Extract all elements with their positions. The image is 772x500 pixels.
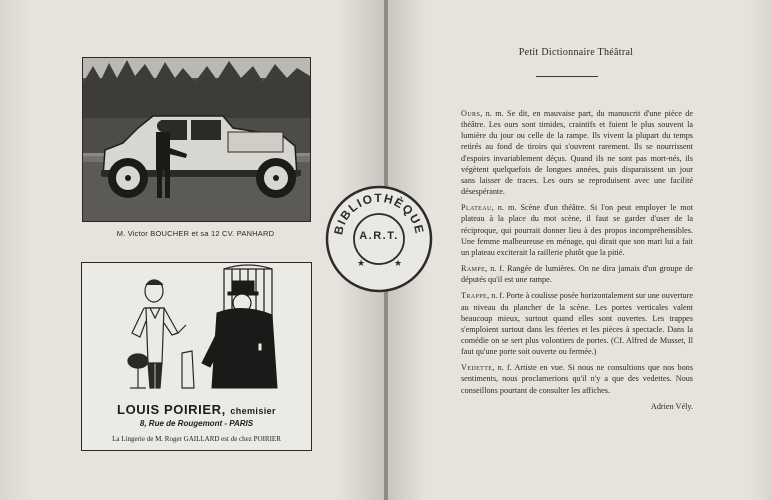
dictionary-entry-plateau bbox=[461, 202, 693, 258]
library-stamp bbox=[324, 184, 434, 294]
entry-term: Trappe bbox=[461, 291, 488, 301]
ad-brand bbox=[82, 401, 311, 419]
header-rule bbox=[536, 76, 598, 77]
entry-definition: , n. m. Se dit, en mauvaise part, du manuscrit d'une pièce de théâtre. Les ours sont timides, craintifs et fuient le plus souvent la lumière du jour ou celle de la rampe. Ils vivent la plupart du temps retirés au fond de tiroirs qui s'ouvrent rarement. Ils se nourrissent d'espoirs invariablement déçus. Quand ils ne sont pas mort-nés, ils végètent quelquefois de longues années, puis disparaissent un jour sans laisser de traces. Les ours se reproduisent avec une facilité désespérante. bbox=[461, 109, 693, 197]
car-photo bbox=[82, 57, 311, 222]
ad-tagline: La Lingerie de M. Roger GAILLARD est de chez POIRIER bbox=[112, 435, 281, 443]
stamp-star-right-icon: ★ bbox=[394, 259, 403, 269]
entry-term: Plateau bbox=[461, 203, 492, 213]
ad-brand-name: LOUIS POIRIER, bbox=[117, 402, 226, 417]
stamp-star-left-icon: ★ bbox=[357, 259, 366, 269]
stamp-inner-text: A.R.T. bbox=[359, 230, 399, 242]
dictionary-entry-ours bbox=[461, 108, 693, 197]
ad-address: 8, Rue de Rougemont - PARIS bbox=[139, 419, 254, 428]
ad-brand-trade: chemisier bbox=[230, 406, 276, 416]
dictionary-entry-rampe bbox=[461, 263, 693, 285]
author-signature: Adrien Vély. bbox=[650, 401, 693, 411]
stamp-outer-text: BIBLIOTHÈQUE bbox=[331, 190, 427, 237]
photo-caption: M. Victor BOUCHER et sa 12 CV. PANHARD bbox=[116, 229, 275, 238]
car-photo-image bbox=[83, 58, 310, 221]
ad-illustration bbox=[82, 263, 311, 398]
poirier-advertisement bbox=[81, 262, 312, 451]
entry-definition: , n. f. Artiste en vue. Si nous ne consultions que nos bons sentiments, nous proclamerions qu'il n'y a que des vedettes. Nous conseillons pourtant de consulter les affiches. bbox=[461, 363, 693, 395]
page-header-title: Petit Dictionnaire Théâtral bbox=[518, 47, 634, 58]
entry-term: Vedette bbox=[461, 363, 493, 373]
entry-term: Rampe bbox=[461, 264, 486, 274]
entry-definition: , n. m. Scène d'un théâtre. Si l'on peut employer le mot plateau à la place du mot scène, il faut se garder d'user de la réciproque, qui pourrait donner lieu à des propos incompréhensibles. Une femme malheureuse en ménage, qui dirait que son mari lui a fait un plateau exciterait la raillerie plutôt que la pitié. bbox=[461, 203, 693, 257]
entry-term: Ours bbox=[461, 109, 481, 118]
dictionary-entry-trappe bbox=[461, 290, 693, 357]
entry-definition: , n. f. Rangée de lumières. On ne dira jamais d'un groupe de députés qu'il est une rampe. bbox=[461, 264, 693, 285]
entry-definition: , n. f. Porte à coulisse posée horizontalement sur une ouverture au niveau du plancher de la scène. Les portes verticales valent beaucoup mieux, surtout quand elles sont ouvertes. Les trappes s'emploient surtout dans les féeries et les pièces à spectacle. Dans la comédie on se sert plus volontiers de portes. (Cf. Alfred de Musset, Il faut qu'une porte soit ouverte ou fermée.) bbox=[461, 291, 693, 357]
dictionary-text bbox=[461, 108, 693, 417]
dictionary-entry-vedette bbox=[461, 362, 693, 395]
